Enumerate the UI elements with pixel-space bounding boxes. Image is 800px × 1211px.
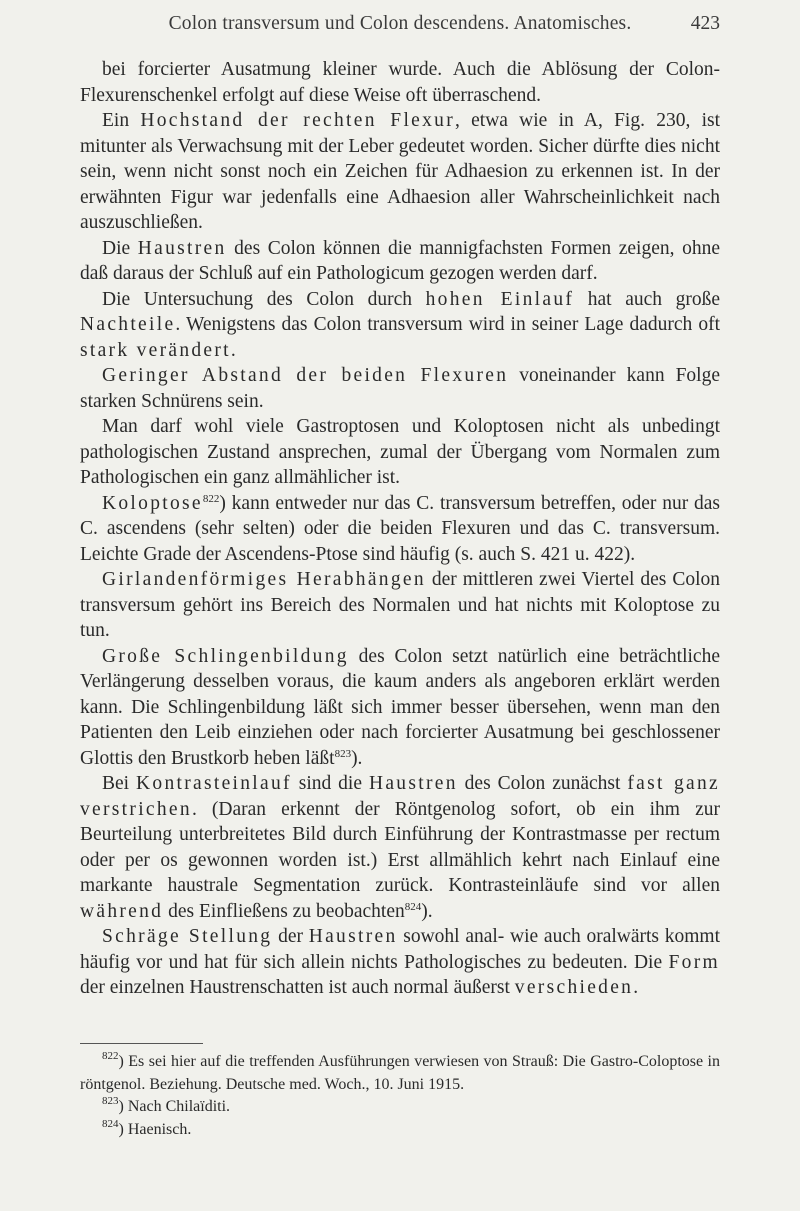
paragraph	[80, 108, 720, 236]
spaced-term: während	[80, 900, 164, 922]
paragraph-text: ) kann entweder nur das C. transversum betreffen, oder nur das C. ascendens (sehr selten) oder die beiden Flexuren und das C. transversum. Leichte Grade der Ascendens-Ptose sind häufig (s. auch S. 421 u. 422).	[80, 492, 720, 565]
paragraph	[80, 644, 720, 772]
paragraph-text: Bei	[102, 773, 137, 794]
paragraph-text: der mittleren zwei Viertel des Colon transversum gehört ins Bereich des Normalen und hat nichts mit Koloptose zu tun.	[80, 569, 720, 641]
paragraph-text: des Colon zunächst	[457, 773, 628, 794]
paragraph-text: hat auch große	[574, 288, 720, 310]
footnote-number: 824	[102, 1117, 119, 1130]
paragraph	[80, 491, 720, 568]
paragraph-text: sowohl anal- wie auch oralwärts kommt häufig vor und hat für sich allein nichts Pathologisches zu bedeuten. Die	[80, 926, 720, 973]
footnotes	[80, 1051, 720, 1141]
paragraph-text: Ein	[102, 110, 141, 131]
paragraph	[80, 924, 720, 1001]
footnote-text: ) Nach Chilaïditi.	[118, 1098, 231, 1115]
paragraph-text: der	[272, 926, 309, 947]
paragraph-text: Die Untersuchung des Colon durch	[102, 288, 426, 310]
paragraph-text: . (Daran erkennt der Röntgenolog sofort, ob ein ihm zur Beurteilung unterbreitetes Bild durch Einführung der Kontrastmasse per rectum oder per os gewonnen worden ist.) Erst allmählich kehrt nach Einlauf eine markante haustrale Segmentation zurück. Kontrasteinläufe sind vor allen	[80, 798, 720, 896]
spaced-term: Nachteile	[80, 314, 176, 335]
paragraph-text: des Colon setzt natürlich eine beträchtliche Verlängerung desselben voraus, die kaum anders als angeboren erklärt werden kann. Die Schlingenbildung läßt sich immer besser übersehen, wenn man den Patienten den Leib einziehen oder nach forcierter Ausatmung bei geschlossener Glottis den Brustkorb heben läßt	[80, 645, 720, 769]
paragraph-text: .	[230, 339, 236, 361]
paragraph	[80, 363, 720, 414]
spaced-term: Große Schlingenbildung	[102, 645, 349, 667]
footnote	[80, 1096, 720, 1119]
running-title: Colon transversum und Colon descendens. Anatomisches.	[168, 13, 632, 34]
footnote	[80, 1051, 720, 1096]
footnote-rule	[80, 1043, 203, 1044]
footnote-number: 822	[102, 1050, 119, 1062]
paragraph-text: Man darf wohl viele Gastroptosen und Koloptosen nicht als unbedingt pathologischen Zustand ansprechen, zumal der Übergang vom Normalen zum Pathologischen ein ganz allmählicher ist.	[80, 416, 720, 488]
page-number: 423	[690, 13, 720, 34]
paragraph-text: des Einfließens zu beobachten	[163, 900, 405, 922]
paragraph	[80, 57, 720, 108]
spaced-term: Haustren	[308, 926, 398, 947]
paragraph-text: Die	[102, 237, 138, 259]
paragraph-text: bei forcierter Ausatmung kleiner wurde. Auch die Ablösung der Colon-Flexurenschenkel erfolgt auf diese Weise oft überraschend.	[80, 59, 720, 106]
spaced-term: Geringer Abstand der beiden Flexuren	[102, 365, 509, 386]
paragraph-text: .	[633, 977, 639, 998]
spaced-term: Koloptose	[102, 492, 203, 514]
footnote	[80, 1119, 720, 1142]
spaced-term: stark verändert	[80, 339, 231, 361]
spaced-term: Schräge Stellung	[102, 926, 273, 947]
spaced-term: Kontrasteinlauf	[136, 773, 292, 794]
paragraph	[80, 236, 720, 287]
paragraph-text: sind die	[291, 773, 369, 794]
paragraph	[80, 287, 720, 364]
paragraph-text: voneinander kann Folge starken Schnürens sein.	[80, 365, 720, 412]
footnote-ref: 822	[202, 492, 220, 505]
running-header	[80, 13, 720, 35]
paragraph	[80, 414, 720, 491]
paragraph-text: ).	[421, 900, 433, 922]
footnote-number: 823	[102, 1095, 119, 1107]
paragraph-text: , etwa wie in A, Fig. 230, ist mitunter als Verwachsung mit der Leber gedeutet worden. Sicher dürfte dies nicht sein, wenn nicht sonst noch ein Zeichen für Adhaesion zu erkennen ist. In der erwähnten Figur war jedenfalls eine Adhaesion aller Wahrscheinlichkeit nach auszuschließen.	[80, 110, 720, 233]
paragraph-text: des Colon können die mannigfachsten Formen zeigen, ohne daß daraus der Schluß auf ein Pathologicum gezogen werden darf.	[80, 237, 721, 284]
spaced-term: Haustren	[368, 773, 458, 794]
paragraph-text: der einzelnen Haustrenschatten ist auch normal äußerst	[80, 977, 515, 998]
spaced-term: Girlandenförmiges Herabhängen	[102, 569, 426, 590]
footnote-text: ) Haenisch.	[118, 1120, 192, 1138]
footnote-ref: 824	[404, 900, 422, 913]
spaced-term: fast ganz verstrichen	[80, 773, 720, 820]
spaced-term: Hochstand der rechten Flexur	[140, 110, 456, 131]
paragraph-text: . Wenigstens das Colon transversum wird in seiner Lage dadurch oft	[175, 314, 720, 335]
footnote-text: ) Es sei hier auf die treffenden Ausführungen verwiesen von Strauß: Die Gastro-Coloptose in röntgenol. Beziehung. Deutsche med. Woch., 10. Juni 1915.	[80, 1053, 720, 1093]
paragraph-text: ).	[351, 747, 363, 769]
body-text	[80, 57, 720, 1001]
footnote-ref: 823	[334, 747, 352, 760]
paragraph	[80, 567, 720, 644]
spaced-term: Haustren	[137, 237, 227, 259]
spaced-term: Form	[668, 951, 720, 973]
spaced-term: verschieden	[514, 977, 634, 998]
paragraph	[80, 771, 720, 924]
spaced-term: hohen Einlauf	[425, 288, 575, 310]
